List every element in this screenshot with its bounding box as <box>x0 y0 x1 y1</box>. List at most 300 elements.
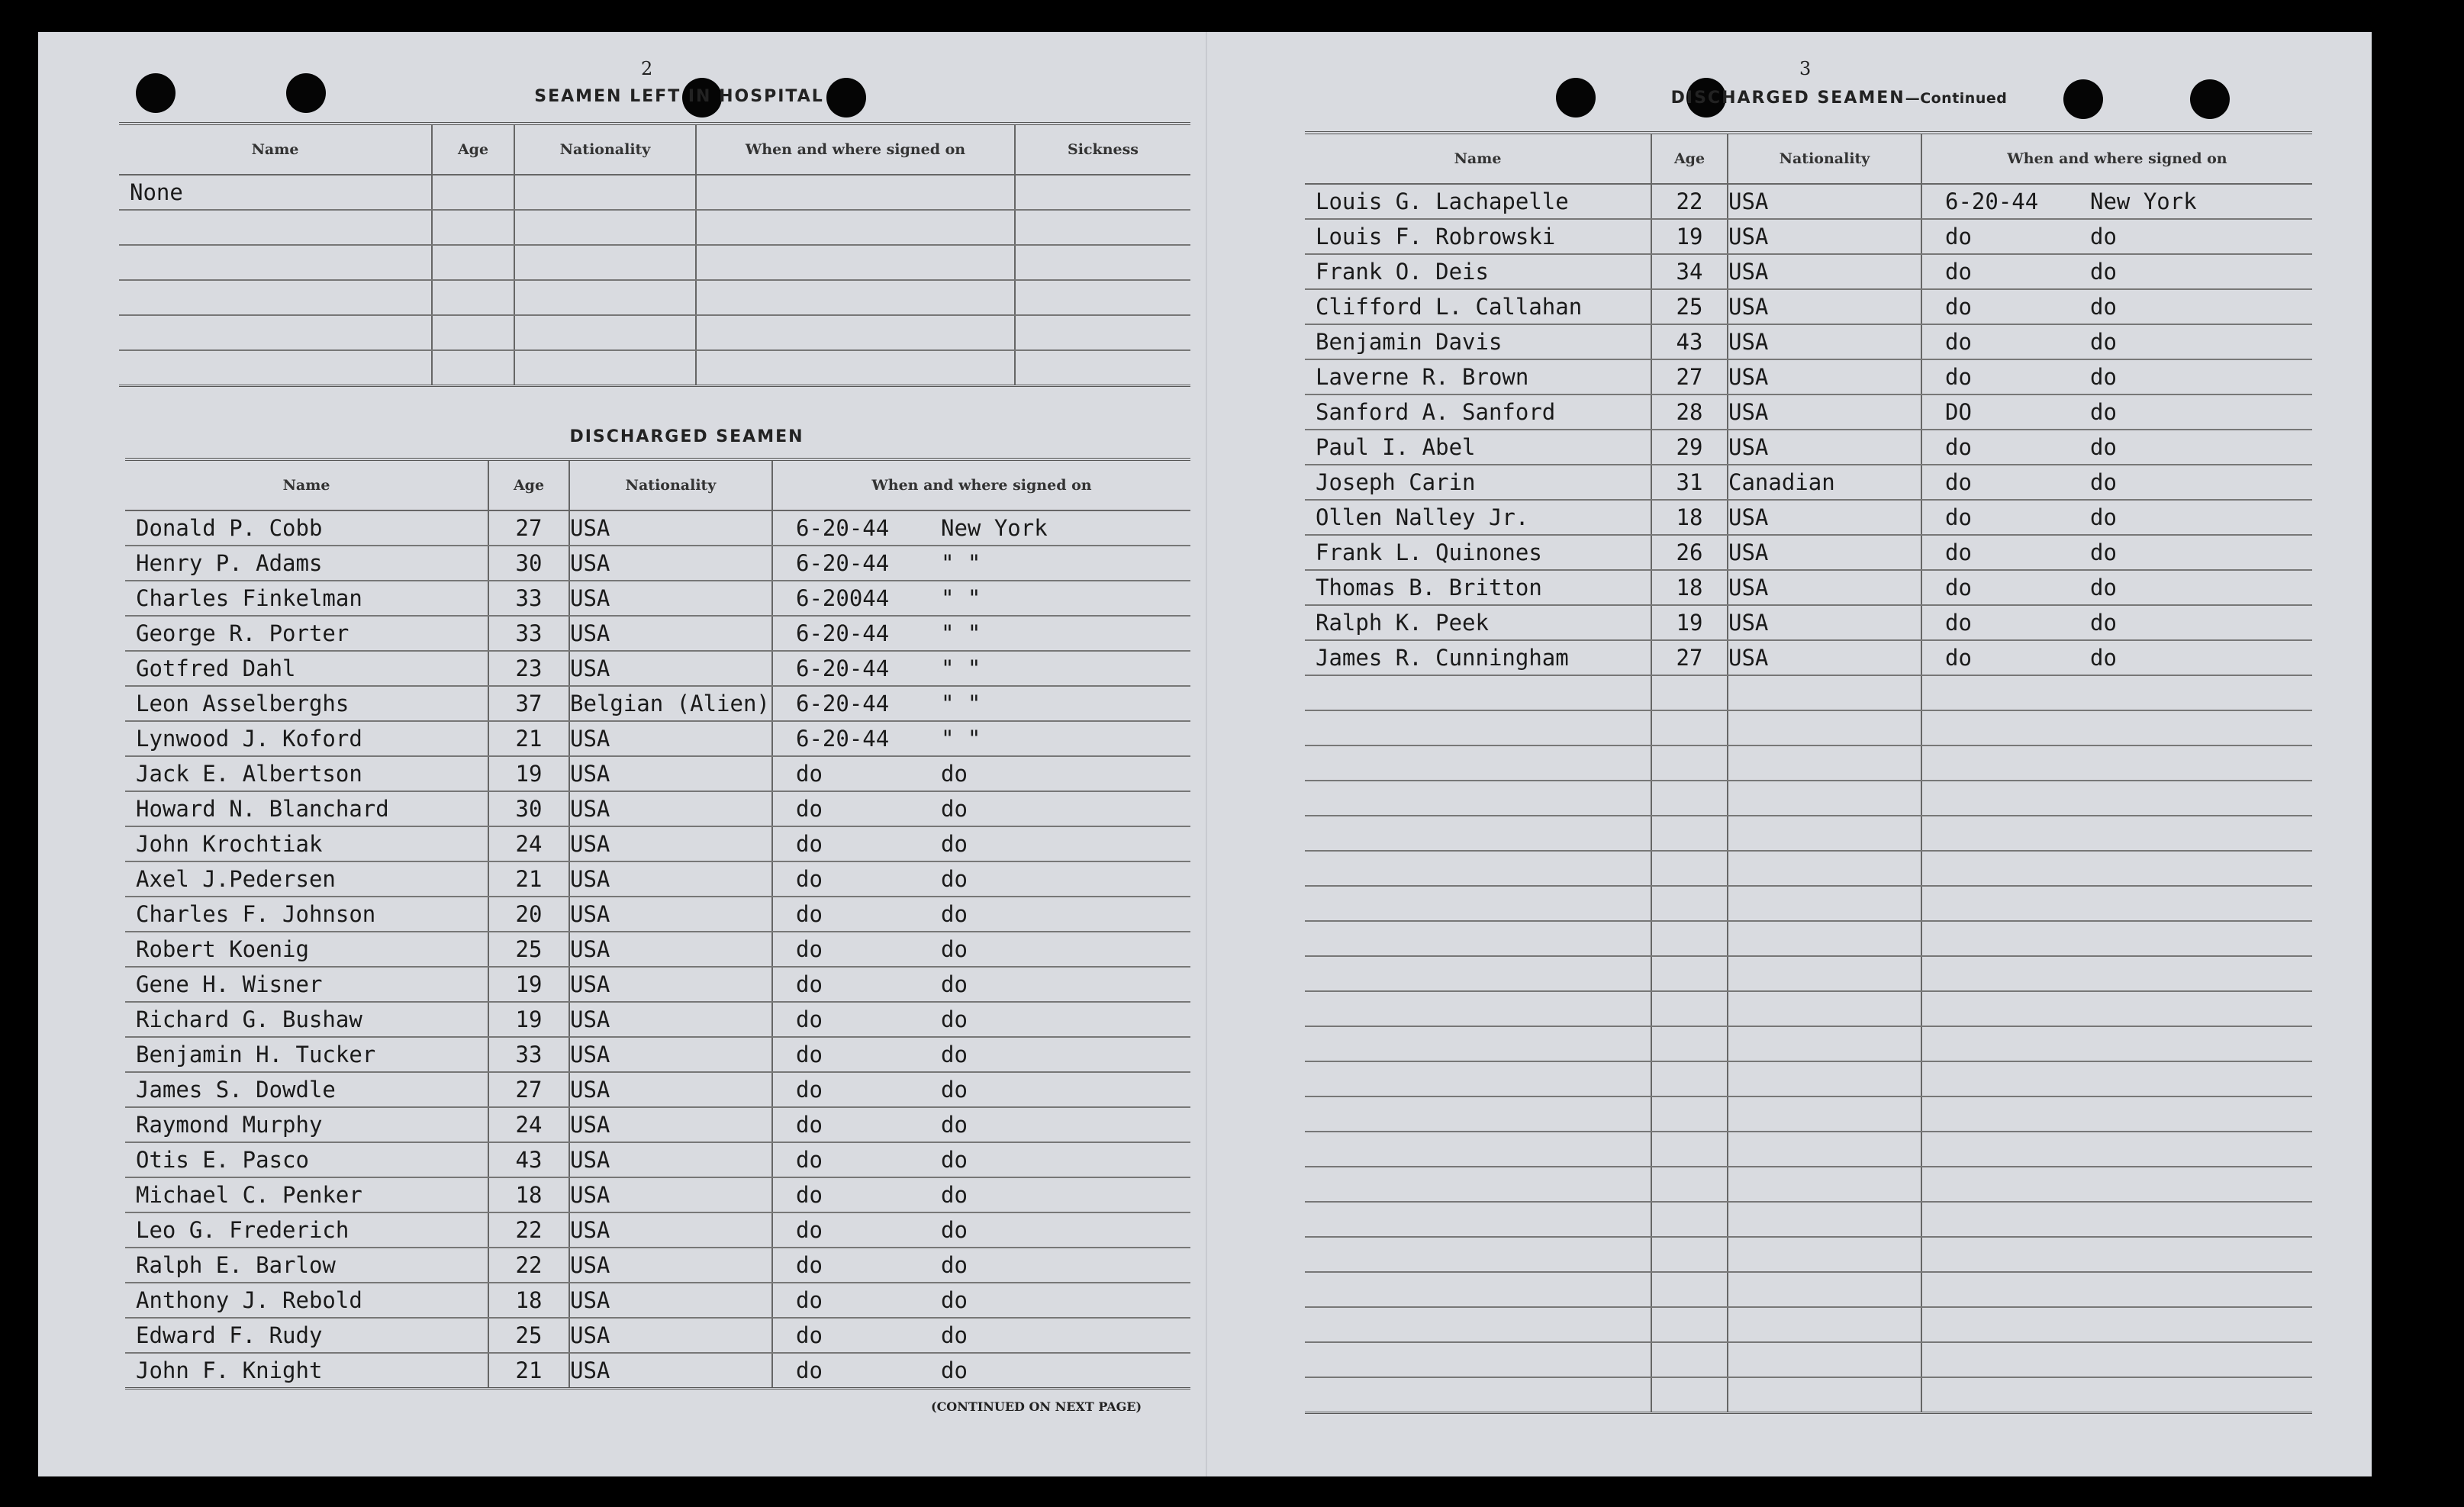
signed-on <box>772 1212 1190 1248</box>
signed-on-values <box>1922 220 2312 253</box>
hospital-table <box>119 122 1190 387</box>
blank-cell <box>1305 1307 1651 1342</box>
column-header: When and where signed on <box>772 459 1190 510</box>
seaman-name: Axel J.Pedersen <box>125 861 488 897</box>
column-header: Name <box>119 124 432 175</box>
signed-on <box>772 756 1190 791</box>
blank-cell <box>1305 1202 1651 1237</box>
blank-row <box>1305 956 2312 991</box>
seaman-nationality: USA <box>569 897 772 932</box>
seaman-age <box>432 175 514 210</box>
seaman-nationality: USA <box>569 721 772 756</box>
signed-date: 6-20-44 <box>796 655 890 681</box>
signed-on <box>772 686 1190 721</box>
blank-cell <box>1921 816 2312 851</box>
ledger-sheet <box>38 32 2372 1476</box>
signed-on <box>1921 394 2312 430</box>
seaman-nationality: USA <box>569 651 772 686</box>
blank-cell <box>1651 1167 1728 1202</box>
signed-on <box>772 1072 1190 1107</box>
seaman-name: Benjamin Davis <box>1305 324 1651 359</box>
seaman-name: None <box>119 175 432 210</box>
signed-date: 6-20-44 <box>796 620 890 646</box>
table-row <box>1305 640 2312 675</box>
signed-on-values <box>773 1003 1190 1036</box>
signed-date: do <box>1945 434 1972 460</box>
seaman-nationality: USA <box>569 546 772 581</box>
signed-date: do <box>796 1006 823 1032</box>
blank-cell <box>1728 991 1921 1026</box>
seaman-nationality: USA <box>1728 394 1921 430</box>
signed-on <box>1921 465 2312 500</box>
signed-on <box>1921 500 2312 535</box>
seaman-name: John F. Knight <box>125 1353 488 1389</box>
blank-cell <box>1651 710 1728 745</box>
blank-cell <box>1728 1061 1921 1096</box>
seaman-age: 19 <box>488 1002 569 1037</box>
seaman-age: 19 <box>488 756 569 791</box>
seaman-age: 27 <box>1651 359 1728 394</box>
seaman-age: 27 <box>1651 640 1728 675</box>
table-row <box>125 616 1190 651</box>
signed-on <box>772 967 1190 1002</box>
blank-cell <box>1728 1377 1921 1413</box>
seaman-nationality: USA <box>569 1283 772 1318</box>
blank-cell <box>1651 781 1728 816</box>
blank-cell <box>1305 1026 1651 1061</box>
blank-cell <box>1921 851 2312 886</box>
seaman-name: Otis E. Pasco <box>125 1142 488 1177</box>
seaman-age: 22 <box>488 1212 569 1248</box>
table-row <box>1305 219 2312 254</box>
seaman-name: Charles Finkelman <box>125 581 488 616</box>
seaman-name: Robert Koenig <box>125 932 488 967</box>
seaman-age: 28 <box>1651 394 1728 430</box>
seaman-nationality <box>514 175 696 210</box>
seaman-age: 34 <box>1651 254 1728 289</box>
signed-date: do <box>796 1252 823 1278</box>
seaman-nationality: USA <box>569 826 772 861</box>
seaman-age: 43 <box>488 1142 569 1177</box>
signed-on-values <box>773 827 1190 861</box>
table-row <box>125 1212 1190 1248</box>
blank-cell <box>1921 710 2312 745</box>
sickness <box>1015 350 1190 386</box>
blank-cell <box>1305 1272 1651 1307</box>
punch-hole <box>1556 78 1596 118</box>
table-row <box>1305 430 2312 465</box>
seaman-name: Ralph E. Barlow <box>125 1248 488 1283</box>
table-row <box>1305 465 2312 500</box>
seaman-nationality: USA <box>569 1037 772 1072</box>
table-row <box>125 826 1190 861</box>
seaman-age: 33 <box>488 581 569 616</box>
signed-place: do <box>2090 469 2117 495</box>
blank-cell <box>1651 991 1728 1026</box>
signed-place: do <box>941 1077 968 1103</box>
seaman-nationality: USA <box>1728 359 1921 394</box>
signed-on <box>1921 359 2312 394</box>
table-row <box>1305 570 2312 605</box>
table-row <box>125 1072 1190 1107</box>
signed-place: do <box>941 1147 968 1173</box>
seaman-nationality: USA <box>569 791 772 826</box>
table-row <box>1305 535 2312 570</box>
seaman-nationality: USA <box>1728 640 1921 675</box>
blank-row <box>1305 1307 2312 1342</box>
seaman-nationality: USA <box>1728 430 1921 465</box>
seaman-name: James S. Dowdle <box>125 1072 488 1107</box>
table-row <box>119 175 1190 210</box>
discharged-section-title: DISCHARGED SEAMEN <box>569 427 804 446</box>
seaman-age: 30 <box>488 791 569 826</box>
seaman-age <box>432 350 514 386</box>
continued-section-title <box>1610 89 2068 108</box>
blank-cell <box>1921 675 2312 710</box>
discharged-continued-table <box>1305 131 2312 1414</box>
blank-cell <box>1728 781 1921 816</box>
blank-row <box>1305 675 2312 710</box>
column-header: Age <box>1651 133 1728 184</box>
seaman-nationality: Belgian (Alien) <box>569 686 772 721</box>
signed-on <box>772 546 1190 581</box>
blank-cell <box>1305 710 1651 745</box>
signed-date: 6-20-44 <box>796 550 890 576</box>
table-row <box>1305 254 2312 289</box>
seaman-age: 37 <box>488 686 569 721</box>
signed-place: do <box>2090 294 2117 320</box>
signed-on-values <box>773 722 1190 755</box>
signed-place: do <box>941 936 968 962</box>
signed-date: do <box>796 831 823 857</box>
seaman-age: 21 <box>488 861 569 897</box>
seaman-nationality: Canadian <box>1728 465 1921 500</box>
signed-date: DO <box>1945 399 1972 425</box>
signed-on <box>772 1002 1190 1037</box>
signed-place: do <box>941 1112 968 1138</box>
column-header: When and where signed on <box>696 124 1015 175</box>
seaman-age: 18 <box>1651 570 1728 605</box>
signed-on-values <box>773 1283 1190 1317</box>
table-row <box>1305 500 2312 535</box>
signed-date: do <box>1945 645 1972 671</box>
signed-place: do <box>2090 539 2117 565</box>
blank-cell <box>1728 1026 1921 1061</box>
signed-on <box>1921 605 2312 640</box>
signed-on <box>696 210 1015 245</box>
signed-on <box>1921 570 2312 605</box>
seaman-nationality: USA <box>569 861 772 897</box>
seaman-age: 25 <box>488 1318 569 1353</box>
seaman-name: Charles F. Johnson <box>125 897 488 932</box>
seaman-name: Henry P. Adams <box>125 546 488 581</box>
seaman-nationality: USA <box>1728 500 1921 535</box>
signed-place: do <box>941 796 968 822</box>
seaman-name: Clifford L. Callahan <box>1305 289 1651 324</box>
signed-place: " " <box>941 726 981 752</box>
signed-place: " " <box>941 620 981 646</box>
signed-place: " " <box>941 655 981 681</box>
blank-cell <box>1651 1202 1728 1237</box>
seaman-name: Laverne R. Brown <box>1305 359 1651 394</box>
seaman-name: Louis G. Lachapelle <box>1305 184 1651 219</box>
seaman-name: Lynwood J. Koford <box>125 721 488 756</box>
signed-on-values <box>773 757 1190 791</box>
blank-cell <box>1921 1307 2312 1342</box>
signed-place: do <box>2090 610 2117 636</box>
signed-on-values <box>773 1073 1190 1106</box>
signed-place: do <box>2090 399 2117 425</box>
blank-cell <box>1651 956 1728 991</box>
column-header: Age <box>488 459 569 510</box>
signed-on <box>1921 324 2312 359</box>
seaman-name: Michael C. Penker <box>125 1177 488 1212</box>
blank-cell <box>1305 851 1651 886</box>
seaman-nationality: USA <box>569 1002 772 1037</box>
signed-on-values <box>773 652 1190 685</box>
blank-cell <box>1921 1272 2312 1307</box>
blank-row <box>1305 1272 2312 1307</box>
signed-date: do <box>796 1287 823 1313</box>
blank-cell <box>1305 675 1651 710</box>
blank-cell <box>1305 886 1651 921</box>
blank-cell <box>1728 1272 1921 1307</box>
seaman-age: 25 <box>488 932 569 967</box>
seaman-nationality: USA <box>569 1142 772 1177</box>
signed-on-values <box>773 511 1190 545</box>
seaman-name: John Krochtiak <box>125 826 488 861</box>
blank-row <box>1305 851 2312 886</box>
signed-on <box>1921 254 2312 289</box>
table-row <box>125 756 1190 791</box>
signed-place: do <box>941 761 968 787</box>
signed-on <box>772 651 1190 686</box>
signed-place: do <box>2090 645 2117 671</box>
seaman-age: 18 <box>488 1283 569 1318</box>
blank-cell <box>1305 816 1651 851</box>
signed-date: do <box>1945 294 1972 320</box>
table-row <box>125 861 1190 897</box>
signed-on-values <box>773 932 1190 966</box>
signed-on-values <box>1922 641 2312 675</box>
blank-cell <box>1305 1237 1651 1272</box>
signed-place: New York <box>941 515 1048 541</box>
signed-date: do <box>1945 610 1972 636</box>
blank-cell <box>1728 1167 1921 1202</box>
blank-cell <box>1921 745 2312 781</box>
seaman-name: George R. Porter <box>125 616 488 651</box>
seaman-age: 31 <box>1651 465 1728 500</box>
table-row <box>125 1107 1190 1142</box>
signed-on-values <box>773 617 1190 650</box>
seaman-name: Jack E. Albertson <box>125 756 488 791</box>
signed-date: do <box>796 901 823 927</box>
seaman-age: 21 <box>488 721 569 756</box>
signed-place: do <box>941 901 968 927</box>
seaman-age: 18 <box>1651 500 1728 535</box>
signed-date: do <box>796 971 823 997</box>
signed-date: do <box>796 1077 823 1103</box>
signed-place: do <box>941 1217 968 1243</box>
table-row <box>1305 359 2312 394</box>
signed-on-values <box>773 1319 1190 1352</box>
seaman-nationality: USA <box>569 510 772 546</box>
seaman-name <box>119 350 432 386</box>
blank-cell <box>1921 991 2312 1026</box>
signed-on-values <box>773 1038 1190 1071</box>
signed-on <box>696 315 1015 350</box>
signed-date: 6-20-44 <box>796 726 890 752</box>
signed-on <box>772 1142 1190 1177</box>
table-row <box>1305 394 2312 430</box>
table-row <box>125 932 1190 967</box>
table-row <box>125 897 1190 932</box>
table-row <box>125 651 1190 686</box>
blank-cell <box>1921 1096 2312 1132</box>
seaman-nationality: USA <box>1728 254 1921 289</box>
signed-on <box>696 175 1015 210</box>
punch-hole <box>286 73 326 113</box>
signed-place: do <box>941 866 968 892</box>
signed-on-values <box>1922 606 2312 639</box>
blank-cell <box>1305 1377 1651 1413</box>
signed-on-values <box>1922 325 2312 359</box>
signed-date: do <box>796 1357 823 1383</box>
signed-date: 6-20-44 <box>1945 188 2039 214</box>
table-row <box>125 510 1190 546</box>
signed-on-values <box>773 1248 1190 1282</box>
blank-cell <box>1651 1272 1728 1307</box>
signed-place: do <box>941 1322 968 1348</box>
hospital-section-title: SEAMEN LEFT IN HOSPITAL <box>534 87 824 106</box>
signed-place: " " <box>941 585 981 611</box>
signed-on-values <box>773 1108 1190 1142</box>
blank-cell <box>1728 1237 1921 1272</box>
blank-cell <box>1651 1237 1728 1272</box>
signed-on-values <box>1922 571 2312 604</box>
table-row <box>1305 605 2312 640</box>
seaman-nationality: USA <box>569 1177 772 1212</box>
seaman-nationality <box>514 210 696 245</box>
signed-on <box>1921 430 2312 465</box>
table-row <box>119 210 1190 245</box>
blank-cell <box>1921 956 2312 991</box>
blank-cell <box>1651 851 1728 886</box>
seaman-age: 43 <box>1651 324 1728 359</box>
discharged-table <box>125 458 1190 1389</box>
seaman-age: 18 <box>488 1177 569 1212</box>
signed-place: do <box>941 1357 968 1383</box>
blank-row <box>1305 1202 2312 1237</box>
blank-cell <box>1728 921 1921 956</box>
seaman-name <box>119 210 432 245</box>
seaman-age: 26 <box>1651 535 1728 570</box>
signed-place: do <box>941 1042 968 1067</box>
blank-cell <box>1728 851 1921 886</box>
signed-place: do <box>941 971 968 997</box>
blank-cell <box>1651 1132 1728 1167</box>
signed-on <box>772 1107 1190 1142</box>
signed-on-values <box>1922 185 2312 218</box>
signed-on <box>1921 640 2312 675</box>
seaman-age: 30 <box>488 546 569 581</box>
blank-cell <box>1305 781 1651 816</box>
punch-hole <box>136 73 176 113</box>
signed-on <box>772 826 1190 861</box>
seaman-nationality <box>514 245 696 280</box>
punch-hole <box>2063 79 2103 119</box>
seaman-nationality: USA <box>569 1212 772 1248</box>
signed-date: do <box>796 1147 823 1173</box>
signed-on <box>772 510 1190 546</box>
seaman-name: Ralph K. Peek <box>1305 605 1651 640</box>
blank-cell <box>1728 710 1921 745</box>
blank-row <box>1305 1096 2312 1132</box>
signed-date: do <box>796 936 823 962</box>
sickness <box>1015 210 1190 245</box>
signed-on-values <box>773 792 1190 826</box>
seaman-age: 19 <box>1651 219 1728 254</box>
sickness <box>1015 315 1190 350</box>
blank-cell <box>1728 1307 1921 1342</box>
signed-place: do <box>2090 364 2117 390</box>
signed-place: do <box>941 1252 968 1278</box>
signed-date: do <box>796 761 823 787</box>
seaman-name: Sanford A. Sanford <box>1305 394 1651 430</box>
signed-place: do <box>2090 329 2117 355</box>
signed-place: do <box>2090 575 2117 601</box>
blank-cell <box>1921 1132 2312 1167</box>
seaman-nationality: USA <box>1728 570 1921 605</box>
seaman-name: Benjamin H. Tucker <box>125 1037 488 1072</box>
signed-date: do <box>796 1042 823 1067</box>
signed-on <box>696 245 1015 280</box>
seaman-age: 33 <box>488 1037 569 1072</box>
section-title-suffix: —Continued <box>1905 90 2008 107</box>
signed-date: do <box>1945 329 1972 355</box>
signed-on <box>1921 535 2312 570</box>
section-title-text: DISCHARGED SEAMEN <box>1670 89 1905 108</box>
seaman-age: 24 <box>488 826 569 861</box>
table-row <box>125 721 1190 756</box>
blank-cell <box>1921 1026 2312 1061</box>
table-row <box>125 967 1190 1002</box>
blank-cell <box>1651 816 1728 851</box>
seaman-nationality: USA <box>569 932 772 967</box>
signed-date: 6-20-44 <box>796 515 890 541</box>
blank-cell <box>1305 956 1651 991</box>
blank-cell <box>1921 1237 2312 1272</box>
signed-date: do <box>796 796 823 822</box>
blank-cell <box>1305 1061 1651 1096</box>
seaman-nationality: USA <box>1728 535 1921 570</box>
blank-cell <box>1651 1307 1728 1342</box>
seaman-name: Donald P. Cobb <box>125 510 488 546</box>
signed-on-values <box>773 1178 1190 1212</box>
blank-cell <box>1651 675 1728 710</box>
seaman-age <box>432 210 514 245</box>
column-header: Nationality <box>569 459 772 510</box>
seaman-age <box>432 315 514 350</box>
signed-date: 6-20-44 <box>796 691 890 716</box>
blank-cell <box>1651 1061 1728 1096</box>
blank-cell <box>1651 921 1728 956</box>
signed-date: do <box>1945 539 1972 565</box>
blank-cell <box>1921 1167 2312 1202</box>
seaman-name <box>119 280 432 315</box>
seaman-nationality: USA <box>569 1072 772 1107</box>
left-page <box>38 32 1206 1476</box>
